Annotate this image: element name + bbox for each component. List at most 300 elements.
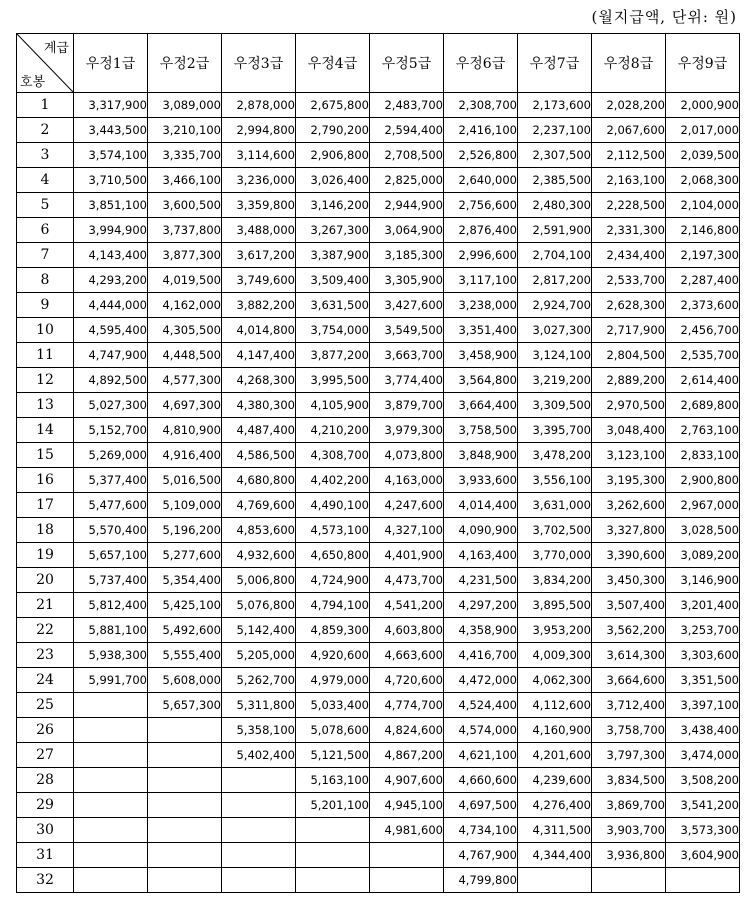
salary-cell: 4,663,600 [370, 643, 444, 668]
step-cell: 26 [17, 718, 74, 743]
salary-cell: 2,163,100 [592, 168, 666, 193]
table-row [17, 793, 740, 818]
salary-cell: 3,995,500 [296, 368, 370, 393]
step-cell: 13 [17, 393, 74, 418]
salary-cell: 2,878,000 [222, 93, 296, 118]
table-row [17, 543, 740, 568]
step-cell: 4 [17, 168, 74, 193]
salary-cell: 4,824,600 [370, 718, 444, 743]
salary-cell: 2,817,200 [518, 268, 592, 293]
salary-cell: 4,573,100 [296, 518, 370, 543]
salary-cell: 3,953,200 [518, 618, 592, 643]
salary-cell: 2,385,500 [518, 168, 592, 193]
salary-cell: 3,474,000 [666, 743, 740, 768]
salary-cell: 4,201,600 [518, 743, 592, 768]
salary-cell [74, 768, 148, 793]
salary-cell: 4,239,600 [518, 768, 592, 793]
table-row [17, 218, 740, 243]
salary-cell: 2,533,700 [592, 268, 666, 293]
salary-cell: 3,600,500 [148, 193, 222, 218]
step-cell: 27 [17, 743, 74, 768]
table-row [17, 768, 740, 793]
salary-cell [74, 793, 148, 818]
salary-cell: 5,016,500 [148, 468, 222, 493]
salary-cell: 3,851,100 [74, 193, 148, 218]
salary-cell [148, 718, 222, 743]
salary-cell: 2,228,500 [592, 193, 666, 218]
salary-cell: 3,574,100 [74, 143, 148, 168]
step-cell: 10 [17, 318, 74, 343]
salary-cell: 5,121,500 [296, 743, 370, 768]
salary-cell: 3,664,600 [592, 668, 666, 693]
step-axis-label: 호봉 [20, 75, 46, 90]
step-cell: 6 [17, 218, 74, 243]
salary-cell: 2,970,500 [592, 393, 666, 418]
table-row [17, 668, 740, 693]
salary-cell: 2,704,100 [518, 243, 592, 268]
salary-cell: 4,401,900 [370, 543, 444, 568]
table-row [17, 718, 740, 743]
salary-cell: 2,480,300 [518, 193, 592, 218]
table-row [17, 818, 740, 843]
salary-cell [666, 868, 740, 893]
salary-cell: 5,358,100 [222, 718, 296, 743]
salary-cell: 4,247,600 [370, 493, 444, 518]
salary-cell: 4,402,200 [296, 468, 370, 493]
salary-cell: 3,027,300 [518, 318, 592, 343]
salary-cell: 3,305,900 [370, 268, 444, 293]
salary-cell: 2,526,800 [444, 143, 518, 168]
salary-cell: 3,903,700 [592, 818, 666, 843]
salary-cell: 3,089,200 [666, 543, 740, 568]
table-row [17, 93, 740, 118]
salary-cell: 3,879,700 [370, 393, 444, 418]
salary-cell: 3,834,500 [592, 768, 666, 793]
salary-cell: 2,028,200 [592, 93, 666, 118]
table-row [17, 468, 740, 493]
salary-cell: 2,717,900 [592, 318, 666, 343]
table-row [17, 193, 740, 218]
salary-cell: 3,882,200 [222, 293, 296, 318]
salary-cell: 4,105,900 [296, 393, 370, 418]
salary-cell: 4,853,600 [222, 518, 296, 543]
salary-cell: 2,790,200 [296, 118, 370, 143]
salary-cell: 3,663,700 [370, 343, 444, 368]
salary-cell: 5,109,000 [148, 493, 222, 518]
salary-cell: 4,799,800 [444, 868, 518, 893]
salary-cell: 4,444,000 [74, 293, 148, 318]
salary-cell: 2,944,900 [370, 193, 444, 218]
salary-cell: 3,549,500 [370, 318, 444, 343]
salary-cell: 3,556,100 [518, 468, 592, 493]
salary-cell: 3,869,700 [592, 793, 666, 818]
salary-table [16, 33, 740, 893]
salary-cell: 3,236,000 [222, 168, 296, 193]
salary-cell: 2,308,700 [444, 93, 518, 118]
salary-cell: 4,810,900 [148, 418, 222, 443]
salary-cell: 3,123,100 [592, 443, 666, 468]
step-cell: 25 [17, 693, 74, 718]
salary-cell: 4,487,400 [222, 418, 296, 443]
salary-cell [370, 843, 444, 868]
salary-cell [148, 793, 222, 818]
salary-cell: 4,162,000 [148, 293, 222, 318]
table-row [17, 568, 740, 593]
salary-cell: 4,073,800 [370, 443, 444, 468]
salary-cell: 5,027,300 [74, 393, 148, 418]
grade-header: 우정9급 [666, 34, 740, 93]
salary-cell: 4,473,700 [370, 568, 444, 593]
salary-cell: 3,114,600 [222, 143, 296, 168]
step-cell: 16 [17, 468, 74, 493]
salary-cell: 2,689,800 [666, 393, 740, 418]
salary-cell: 5,991,700 [74, 668, 148, 693]
salary-cell: 2,039,500 [666, 143, 740, 168]
salary-cell: 5,812,400 [74, 593, 148, 618]
salary-cell: 2,994,800 [222, 118, 296, 143]
step-cell: 20 [17, 568, 74, 593]
salary-cell: 4,305,500 [148, 318, 222, 343]
salary-cell [148, 768, 222, 793]
step-cell: 29 [17, 793, 74, 818]
salary-cell: 5,076,800 [222, 593, 296, 618]
salary-cell: 4,210,200 [296, 418, 370, 443]
salary-cell: 4,380,300 [222, 393, 296, 418]
salary-cell: 3,564,800 [444, 368, 518, 393]
salary-cell: 5,477,600 [74, 493, 148, 518]
salary-cell: 4,311,500 [518, 818, 592, 843]
salary-cell: 3,712,400 [592, 693, 666, 718]
salary-cell: 3,797,300 [592, 743, 666, 768]
salary-cell: 3,604,900 [666, 843, 740, 868]
salary-cell: 5,938,300 [74, 643, 148, 668]
salary-cell: 3,124,100 [518, 343, 592, 368]
salary-cell [222, 868, 296, 893]
salary-cell: 4,945,100 [370, 793, 444, 818]
salary-cell [370, 868, 444, 893]
salary-cell: 3,387,900 [296, 243, 370, 268]
salary-cell: 3,026,400 [296, 168, 370, 193]
salary-cell: 3,219,200 [518, 368, 592, 393]
salary-cell: 4,979,000 [296, 668, 370, 693]
salary-cell [296, 818, 370, 843]
salary-cell: 4,595,400 [74, 318, 148, 343]
salary-cell: 4,014,800 [222, 318, 296, 343]
salary-cell: 4,416,700 [444, 643, 518, 668]
salary-cell: 4,767,900 [444, 843, 518, 868]
salary-cell: 4,143,400 [74, 243, 148, 268]
salary-cell: 4,916,400 [148, 443, 222, 468]
table-row [17, 618, 740, 643]
salary-cell: 3,390,600 [592, 543, 666, 568]
salary-cell: 2,825,000 [370, 168, 444, 193]
salary-cell: 3,933,600 [444, 468, 518, 493]
salary-cell: 2,889,200 [592, 368, 666, 393]
salary-cell: 3,770,000 [518, 543, 592, 568]
salary-cell: 3,185,300 [370, 243, 444, 268]
salary-cell: 2,068,300 [666, 168, 740, 193]
salary-cell: 2,594,400 [370, 118, 444, 143]
salary-cell: 3,562,200 [592, 618, 666, 643]
salary-cell [74, 718, 148, 743]
corner-header [17, 34, 74, 93]
salary-cell: 3,508,200 [666, 768, 740, 793]
salary-cell: 2,804,500 [592, 343, 666, 368]
salary-cell: 3,936,800 [592, 843, 666, 868]
salary-cell: 5,737,400 [74, 568, 148, 593]
salary-cell [74, 743, 148, 768]
step-cell: 15 [17, 443, 74, 468]
salary-cell [74, 693, 148, 718]
step-cell: 1 [17, 93, 74, 118]
salary-cell: 4,163,400 [444, 543, 518, 568]
salary-cell: 2,763,100 [666, 418, 740, 443]
table-row [17, 493, 740, 518]
salary-cell: 2,756,600 [444, 193, 518, 218]
salary-cell [296, 868, 370, 893]
salary-cell: 5,262,700 [222, 668, 296, 693]
salary-cell: 3,210,100 [148, 118, 222, 143]
grade-header: 우정7급 [518, 34, 592, 93]
salary-cell: 2,146,800 [666, 218, 740, 243]
step-cell: 5 [17, 193, 74, 218]
salary-cell: 4,892,500 [74, 368, 148, 393]
salary-cell: 2,640,000 [444, 168, 518, 193]
salary-cell: 2,456,700 [666, 318, 740, 343]
step-cell: 7 [17, 243, 74, 268]
salary-cell: 3,146,900 [666, 568, 740, 593]
salary-cell: 3,438,400 [666, 718, 740, 743]
salary-cell: 5,269,000 [74, 443, 148, 468]
grade-axis-label: 계급 [43, 41, 69, 56]
header-row [17, 34, 740, 93]
salary-cell [74, 843, 148, 868]
table-row [17, 393, 740, 418]
salary-cell: 2,833,100 [666, 443, 740, 468]
salary-cell: 3,631,000 [518, 493, 592, 518]
table-row [17, 368, 740, 393]
step-cell: 31 [17, 843, 74, 868]
salary-cell: 5,078,600 [296, 718, 370, 743]
salary-cell: 4,907,600 [370, 768, 444, 793]
salary-cell: 4,697,300 [148, 393, 222, 418]
salary-cell: 2,967,000 [666, 493, 740, 518]
salary-cell: 4,747,900 [74, 343, 148, 368]
salary-cell: 3,509,400 [296, 268, 370, 293]
salary-cell: 4,932,600 [222, 543, 296, 568]
salary-cell: 4,268,300 [222, 368, 296, 393]
salary-cell: 4,019,500 [148, 268, 222, 293]
salary-cell [222, 768, 296, 793]
salary-cell: 5,201,100 [296, 793, 370, 818]
table-row [17, 143, 740, 168]
salary-cell: 5,657,300 [148, 693, 222, 718]
salary-cell: 4,769,600 [222, 493, 296, 518]
salary-cell: 2,017,000 [666, 118, 740, 143]
salary-cell: 5,377,400 [74, 468, 148, 493]
step-cell: 17 [17, 493, 74, 518]
unit-note: (월지급액, 단위: 원) [591, 8, 737, 26]
salary-cell: 2,434,400 [592, 243, 666, 268]
salary-cell: 4,231,500 [444, 568, 518, 593]
salary-cell: 4,577,300 [148, 368, 222, 393]
salary-cell: 3,737,800 [148, 218, 222, 243]
salary-cell: 5,196,200 [148, 518, 222, 543]
salary-cell: 2,614,400 [666, 368, 740, 393]
salary-cell: 5,425,100 [148, 593, 222, 618]
salary-cell: 2,331,300 [592, 218, 666, 243]
salary-cell: 3,195,300 [592, 468, 666, 493]
salary-cell: 3,478,200 [518, 443, 592, 468]
salary-cell: 3,614,300 [592, 643, 666, 668]
salary-cell: 5,205,000 [222, 643, 296, 668]
salary-cell: 4,160,900 [518, 718, 592, 743]
salary-cell: 2,104,000 [666, 193, 740, 218]
step-cell: 19 [17, 543, 74, 568]
step-cell: 23 [17, 643, 74, 668]
salary-cell: 3,877,200 [296, 343, 370, 368]
salary-cell: 4,009,300 [518, 643, 592, 668]
table-body [17, 93, 740, 893]
salary-cell: 4,014,400 [444, 493, 518, 518]
salary-cell: 2,287,400 [666, 268, 740, 293]
salary-cell: 4,541,200 [370, 593, 444, 618]
salary-cell: 3,466,100 [148, 168, 222, 193]
salary-cell: 3,028,500 [666, 518, 740, 543]
salary-cell: 2,483,700 [370, 93, 444, 118]
salary-cell: 4,774,700 [370, 693, 444, 718]
salary-cell: 4,734,100 [444, 818, 518, 843]
salary-cell: 5,657,100 [74, 543, 148, 568]
grade-header: 우정4급 [296, 34, 370, 93]
salary-cell: 2,000,900 [666, 93, 740, 118]
step-cell: 21 [17, 593, 74, 618]
salary-cell: 4,448,500 [148, 343, 222, 368]
salary-cell: 4,794,100 [296, 593, 370, 618]
salary-cell: 4,586,500 [222, 443, 296, 468]
salary-cell: 3,351,500 [666, 668, 740, 693]
salary-cell: 5,402,400 [222, 743, 296, 768]
salary-cell: 5,006,800 [222, 568, 296, 593]
salary-cell: 3,895,500 [518, 593, 592, 618]
salary-cell: 3,064,900 [370, 218, 444, 243]
grade-header: 우정2급 [148, 34, 222, 93]
salary-cell: 2,876,400 [444, 218, 518, 243]
salary-cell: 5,152,700 [74, 418, 148, 443]
table-row [17, 693, 740, 718]
salary-cell: 3,774,400 [370, 368, 444, 393]
salary-cell [222, 793, 296, 818]
table-row [17, 318, 740, 343]
step-cell: 11 [17, 343, 74, 368]
salary-cell: 2,112,500 [592, 143, 666, 168]
step-cell: 14 [17, 418, 74, 443]
salary-cell: 2,628,300 [592, 293, 666, 318]
salary-cell: 3,710,500 [74, 168, 148, 193]
salary-cell: 5,570,400 [74, 518, 148, 543]
salary-cell: 3,395,700 [518, 418, 592, 443]
salary-cell [148, 868, 222, 893]
step-cell: 2 [17, 118, 74, 143]
salary-cell: 2,373,600 [666, 293, 740, 318]
salary-cell: 4,344,400 [518, 843, 592, 868]
salary-cell: 5,311,800 [222, 693, 296, 718]
salary-cell: 3,541,200 [666, 793, 740, 818]
salary-cell: 2,675,800 [296, 93, 370, 118]
salary-cell: 3,253,700 [666, 618, 740, 643]
salary-cell: 4,490,100 [296, 493, 370, 518]
salary-cell: 2,591,900 [518, 218, 592, 243]
salary-cell: 4,472,000 [444, 668, 518, 693]
step-cell: 30 [17, 818, 74, 843]
salary-cell: 4,090,900 [444, 518, 518, 543]
salary-cell: 3,617,200 [222, 243, 296, 268]
salary-cell: 4,062,300 [518, 668, 592, 693]
salary-cell: 4,680,800 [222, 468, 296, 493]
salary-cell: 2,924,700 [518, 293, 592, 318]
table-row [17, 443, 740, 468]
salary-cell [74, 868, 148, 893]
salary-cell: 2,173,600 [518, 93, 592, 118]
salary-cell: 5,492,600 [148, 618, 222, 643]
salary-cell: 2,416,100 [444, 118, 518, 143]
table-row [17, 643, 740, 668]
table-row [17, 268, 740, 293]
salary-cell: 2,307,500 [518, 143, 592, 168]
salary-cell: 4,297,200 [444, 593, 518, 618]
salary-cell: 4,574,000 [444, 718, 518, 743]
salary-cell: 3,664,400 [444, 393, 518, 418]
salary-cell: 3,262,600 [592, 493, 666, 518]
step-cell: 28 [17, 768, 74, 793]
salary-cell: 4,147,400 [222, 343, 296, 368]
salary-cell: 2,067,600 [592, 118, 666, 143]
salary-cell: 2,237,100 [518, 118, 592, 143]
salary-cell: 4,650,800 [296, 543, 370, 568]
salary-cell: 4,697,500 [444, 793, 518, 818]
salary-cell: 3,702,500 [518, 518, 592, 543]
salary-cell: 3,758,700 [592, 718, 666, 743]
salary-cell: 4,660,600 [444, 768, 518, 793]
salary-cell: 3,303,600 [666, 643, 740, 668]
salary-cell: 4,327,100 [370, 518, 444, 543]
salary-cell: 2,535,700 [666, 343, 740, 368]
salary-cell: 5,277,600 [148, 543, 222, 568]
salary-cell: 5,142,400 [222, 618, 296, 643]
salary-cell: 4,524,400 [444, 693, 518, 718]
table-row [17, 418, 740, 443]
salary-cell: 3,359,800 [222, 193, 296, 218]
table-row [17, 243, 740, 268]
table-row [17, 843, 740, 868]
salary-cell: 4,981,600 [370, 818, 444, 843]
salary-cell [296, 843, 370, 868]
salary-cell: 3,351,400 [444, 318, 518, 343]
salary-cell: 5,163,100 [296, 768, 370, 793]
grade-header: 우정5급 [370, 34, 444, 93]
salary-cell: 3,573,300 [666, 818, 740, 843]
salary-cell: 5,881,100 [74, 618, 148, 643]
table-row [17, 343, 740, 368]
salary-cell: 3,488,000 [222, 218, 296, 243]
step-cell: 8 [17, 268, 74, 293]
salary-cell: 4,724,900 [296, 568, 370, 593]
table-row [17, 168, 740, 193]
salary-cell: 3,450,300 [592, 568, 666, 593]
salary-cell: 5,608,000 [148, 668, 222, 693]
table-row [17, 743, 740, 768]
table-row [17, 593, 740, 618]
